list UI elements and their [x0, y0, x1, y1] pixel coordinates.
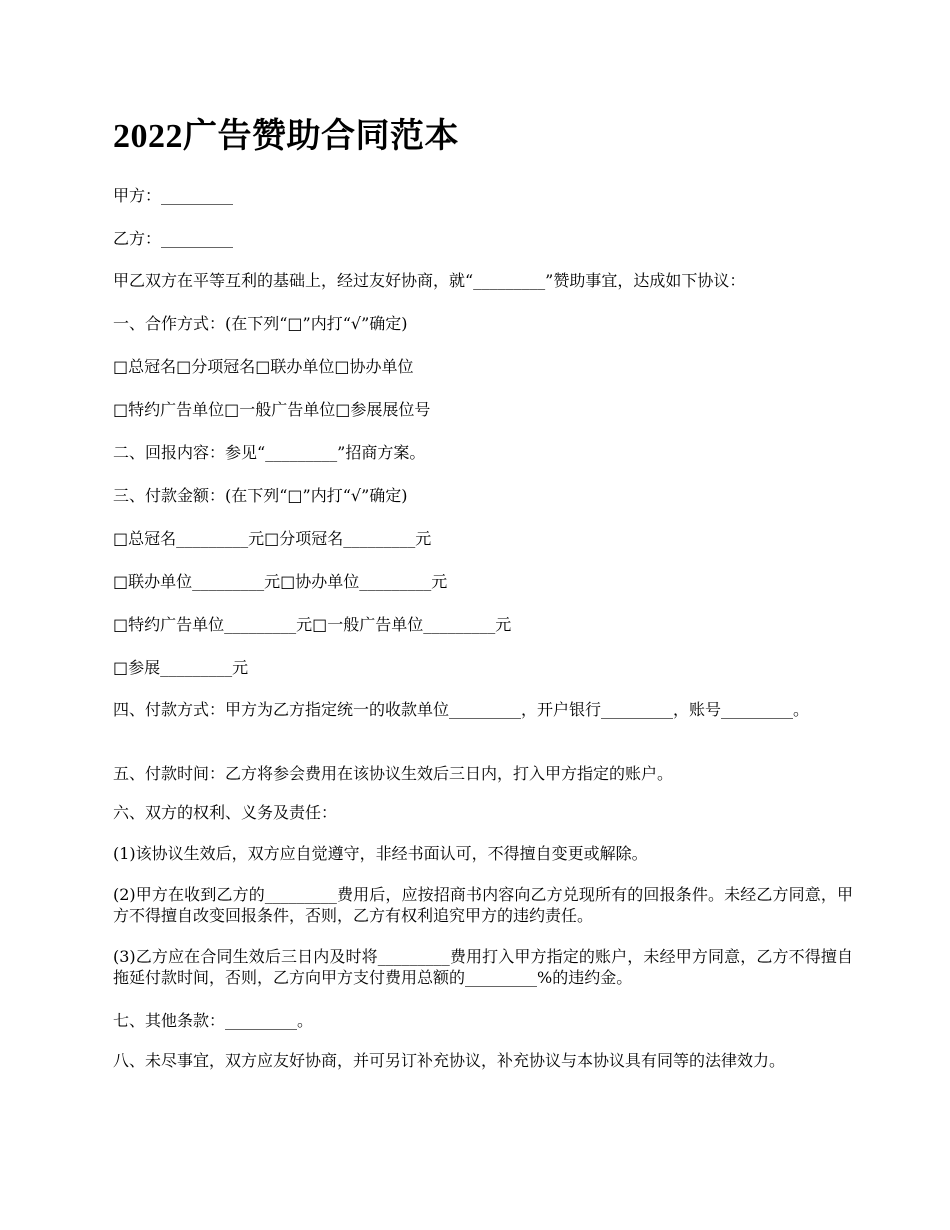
clause-3-amount-d: □参展_________元	[113, 658, 249, 677]
clause-5: 五、付款时间：乙方将参会费用在该协议生效后三日内，打入甲方指定的账户。	[113, 764, 674, 783]
clause-1-options-b: □特约广告单位□一般广告单位□参展展位号	[113, 400, 431, 419]
clause-1-heading: 一、合作方式：(在下列“□”内打“√”确定)	[113, 314, 408, 333]
clause-3-heading: 三、付款金额：(在下列“□”内打“√”确定)	[113, 486, 408, 505]
clause-7: 七、其他条款：_________。	[113, 1011, 314, 1030]
clause-3-amount-c: □特约广告单位_________元□一般广告单位_________元	[113, 615, 512, 634]
clause-6-heading: 六、双方的权利、义务及责任：	[113, 803, 338, 822]
clause-1-options-a: □总冠名□分项冠名□联办单位□协办单位	[113, 357, 414, 376]
party-a-line: 甲方：_________	[113, 186, 234, 205]
clause-6-item-2: (2)甲方在收到乙方的_________费用后，应按招商书内容向乙方兑现所有的回报条件。未经乙方同意，甲方不得擅自改变回报条件，否则，乙方有权利追究甲方的违约责任。	[113, 885, 853, 925]
document-title: 2022广告赞助合同范本	[113, 118, 459, 155]
clause-4: 四、付款方式：甲方为乙方指定统一的收款单位_________，开户银行_________，账号_________。	[113, 700, 810, 719]
clause-6-item-1: (1)该协议生效后，双方应自觉遵守，非经书面认可，不得擅自变更或解除。	[113, 844, 648, 863]
clause-3-amount-b: □联办单位_________元□协办单位_________元	[113, 572, 448, 591]
party-b-line: 乙方：_________	[113, 229, 234, 248]
clause-2: 二、回报内容：参见“_________”招商方案。	[113, 443, 426, 462]
clause-8: 八、未尽事宜，双方应友好协商，并可另订补充协议，补充协议与本协议具有同等的法律效力。	[113, 1051, 786, 1070]
clause-6-item-3: (3)乙方应在合同生效后三日内及时将_________费用打入甲方指定的账户，未经甲方同意，乙方不得擅自拖延付款时间，否则，乙方向甲方支付费用总额的_________%的违约金。	[113, 947, 853, 987]
clause-3-amount-a: □总冠名_________元□分项冠名_________元	[113, 529, 432, 548]
preamble: 甲乙双方在平等互利的基础上，经过友好协商，就“_________”赞助事宜，达成如下协议：	[113, 271, 746, 290]
